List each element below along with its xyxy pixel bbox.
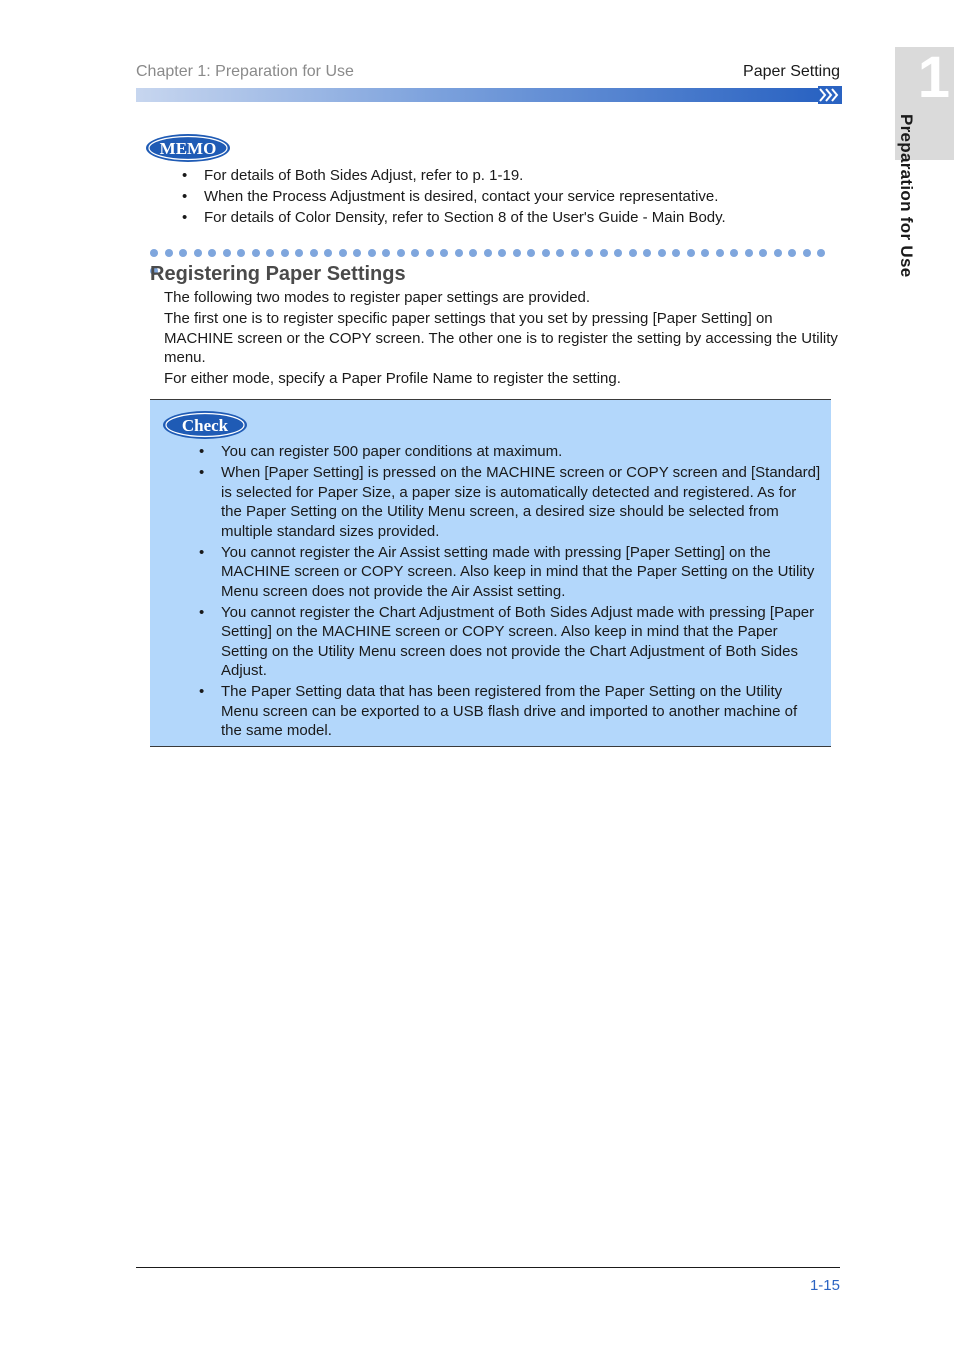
divider-dot <box>353 249 361 257</box>
divider-dot <box>252 249 260 257</box>
list-item: • You cannot register the Chart Adjustment of Both Sides Adjust made with pressing [Paper Setting] on the MACHINE screen or COPY screen. Also keep in mind that the Paper Setting on the Utility Menu screen does not provide the Chart Adjustment of Both Sides Adjust. <box>221 603 821 681</box>
divider-dot <box>324 249 332 257</box>
divider-dot <box>556 249 564 257</box>
divider-dot <box>672 249 680 257</box>
divider-dot <box>788 249 796 257</box>
body-text <box>164 288 844 390</box>
divider-dot <box>687 249 695 257</box>
divider-dot <box>542 249 550 257</box>
check-list <box>221 442 821 742</box>
list-item: • For details of Color Density, refer to Section 8 of the User's Guide - Main Body. <box>204 208 844 228</box>
dotted-divider <box>150 249 840 259</box>
divider-dot <box>237 249 245 257</box>
divider-dot <box>484 249 492 257</box>
divider-dot <box>629 249 637 257</box>
divider-dot <box>817 249 825 257</box>
divider-dot <box>426 249 434 257</box>
divider-dot <box>643 249 651 257</box>
divider-dot <box>281 249 289 257</box>
page-number: 1-15 <box>809 1277 840 1294</box>
divider-dot <box>295 249 303 257</box>
chapter-tab-label: Preparation for Use <box>897 114 916 278</box>
list-item: • You cannot register the Air Assist setting made with pressing [Paper Setting] on the MACHINE screen or COPY screen. Also keep in mind that the Paper Setting on the Utility Menu screen does not provide the Air Assist setting. <box>221 543 821 602</box>
divider-dot <box>585 249 593 257</box>
divider-dot <box>469 249 477 257</box>
list-item: • For details of Both Sides Adjust, refer to p. 1-19. <box>204 166 844 186</box>
divider-dot <box>716 249 724 257</box>
paragraph: For either mode, specify a Paper Profile Name to register the setting. <box>164 370 621 387</box>
list-item: • You can register 500 paper conditions at maximum. <box>221 442 821 462</box>
divider-dot <box>310 249 318 257</box>
divider-dot <box>759 249 767 257</box>
paragraph: The following two modes to register paper settings are provided. <box>164 289 591 306</box>
list-item: • When [Paper Setting] is pressed on the MACHINE screen or COPY screen and [Standard] is selected for Paper Size, a paper size is automatically detected and registered. As for the Paper Setting on the Utility Menu screen, a desired size should be selected from multiple standard sizes provided. <box>221 463 821 541</box>
divider-dot <box>165 249 173 257</box>
divider-dot <box>730 249 738 257</box>
divider-dot <box>223 249 231 257</box>
chapter-title: Chapter 1: Preparation for Use <box>136 63 354 80</box>
divider-dot <box>266 249 274 257</box>
divider-dot <box>150 249 158 257</box>
chevron-right-icon <box>818 86 842 104</box>
divider-dot <box>745 249 753 257</box>
memo-badge-label: MEMO <box>159 139 217 158</box>
section-heading: Registering Paper Settings <box>150 263 406 285</box>
divider-dot <box>440 249 448 257</box>
check-badge <box>162 410 248 440</box>
paragraph: The first one is to register specific paper settings that you set by pressing [Paper Setting] on MACHINE screen or the COPY screen. The other one is to register the setting by accessing the Utility menu. <box>164 310 838 366</box>
divider-dot <box>614 249 622 257</box>
divider-dot <box>368 249 376 257</box>
divider-dot <box>339 249 347 257</box>
divider-dot <box>600 249 608 257</box>
divider-dot <box>701 249 709 257</box>
divider-dot <box>498 249 506 257</box>
footer-divider <box>136 1267 840 1268</box>
divider-dot <box>382 249 390 257</box>
divider-dot <box>194 249 202 257</box>
divider-dot <box>803 249 811 257</box>
divider-dot <box>774 249 782 257</box>
memo-list <box>204 166 844 229</box>
divider-dot <box>455 249 463 257</box>
list-item: • The Paper Setting data that has been registered from the Paper Setting on the Utility Menu screen can be exported to a USB flash drive and imported to another machine of the same model. <box>221 682 821 741</box>
divider-dot <box>513 249 521 257</box>
divider-dot <box>411 249 419 257</box>
list-item: • When the Process Adjustment is desired, contact your service representative. <box>204 187 844 207</box>
check-badge-label: Check <box>181 416 229 435</box>
divider-dot <box>658 249 666 257</box>
divider-dot <box>208 249 216 257</box>
divider-dot <box>179 249 187 257</box>
divider-dot <box>571 249 579 257</box>
memo-badge <box>145 133 231 163</box>
divider-dot <box>397 249 405 257</box>
divider-dot <box>527 249 535 257</box>
section-title: Paper Setting <box>743 63 840 80</box>
chapter-number: 1 <box>917 45 950 110</box>
header-gradient-bar <box>136 88 820 102</box>
